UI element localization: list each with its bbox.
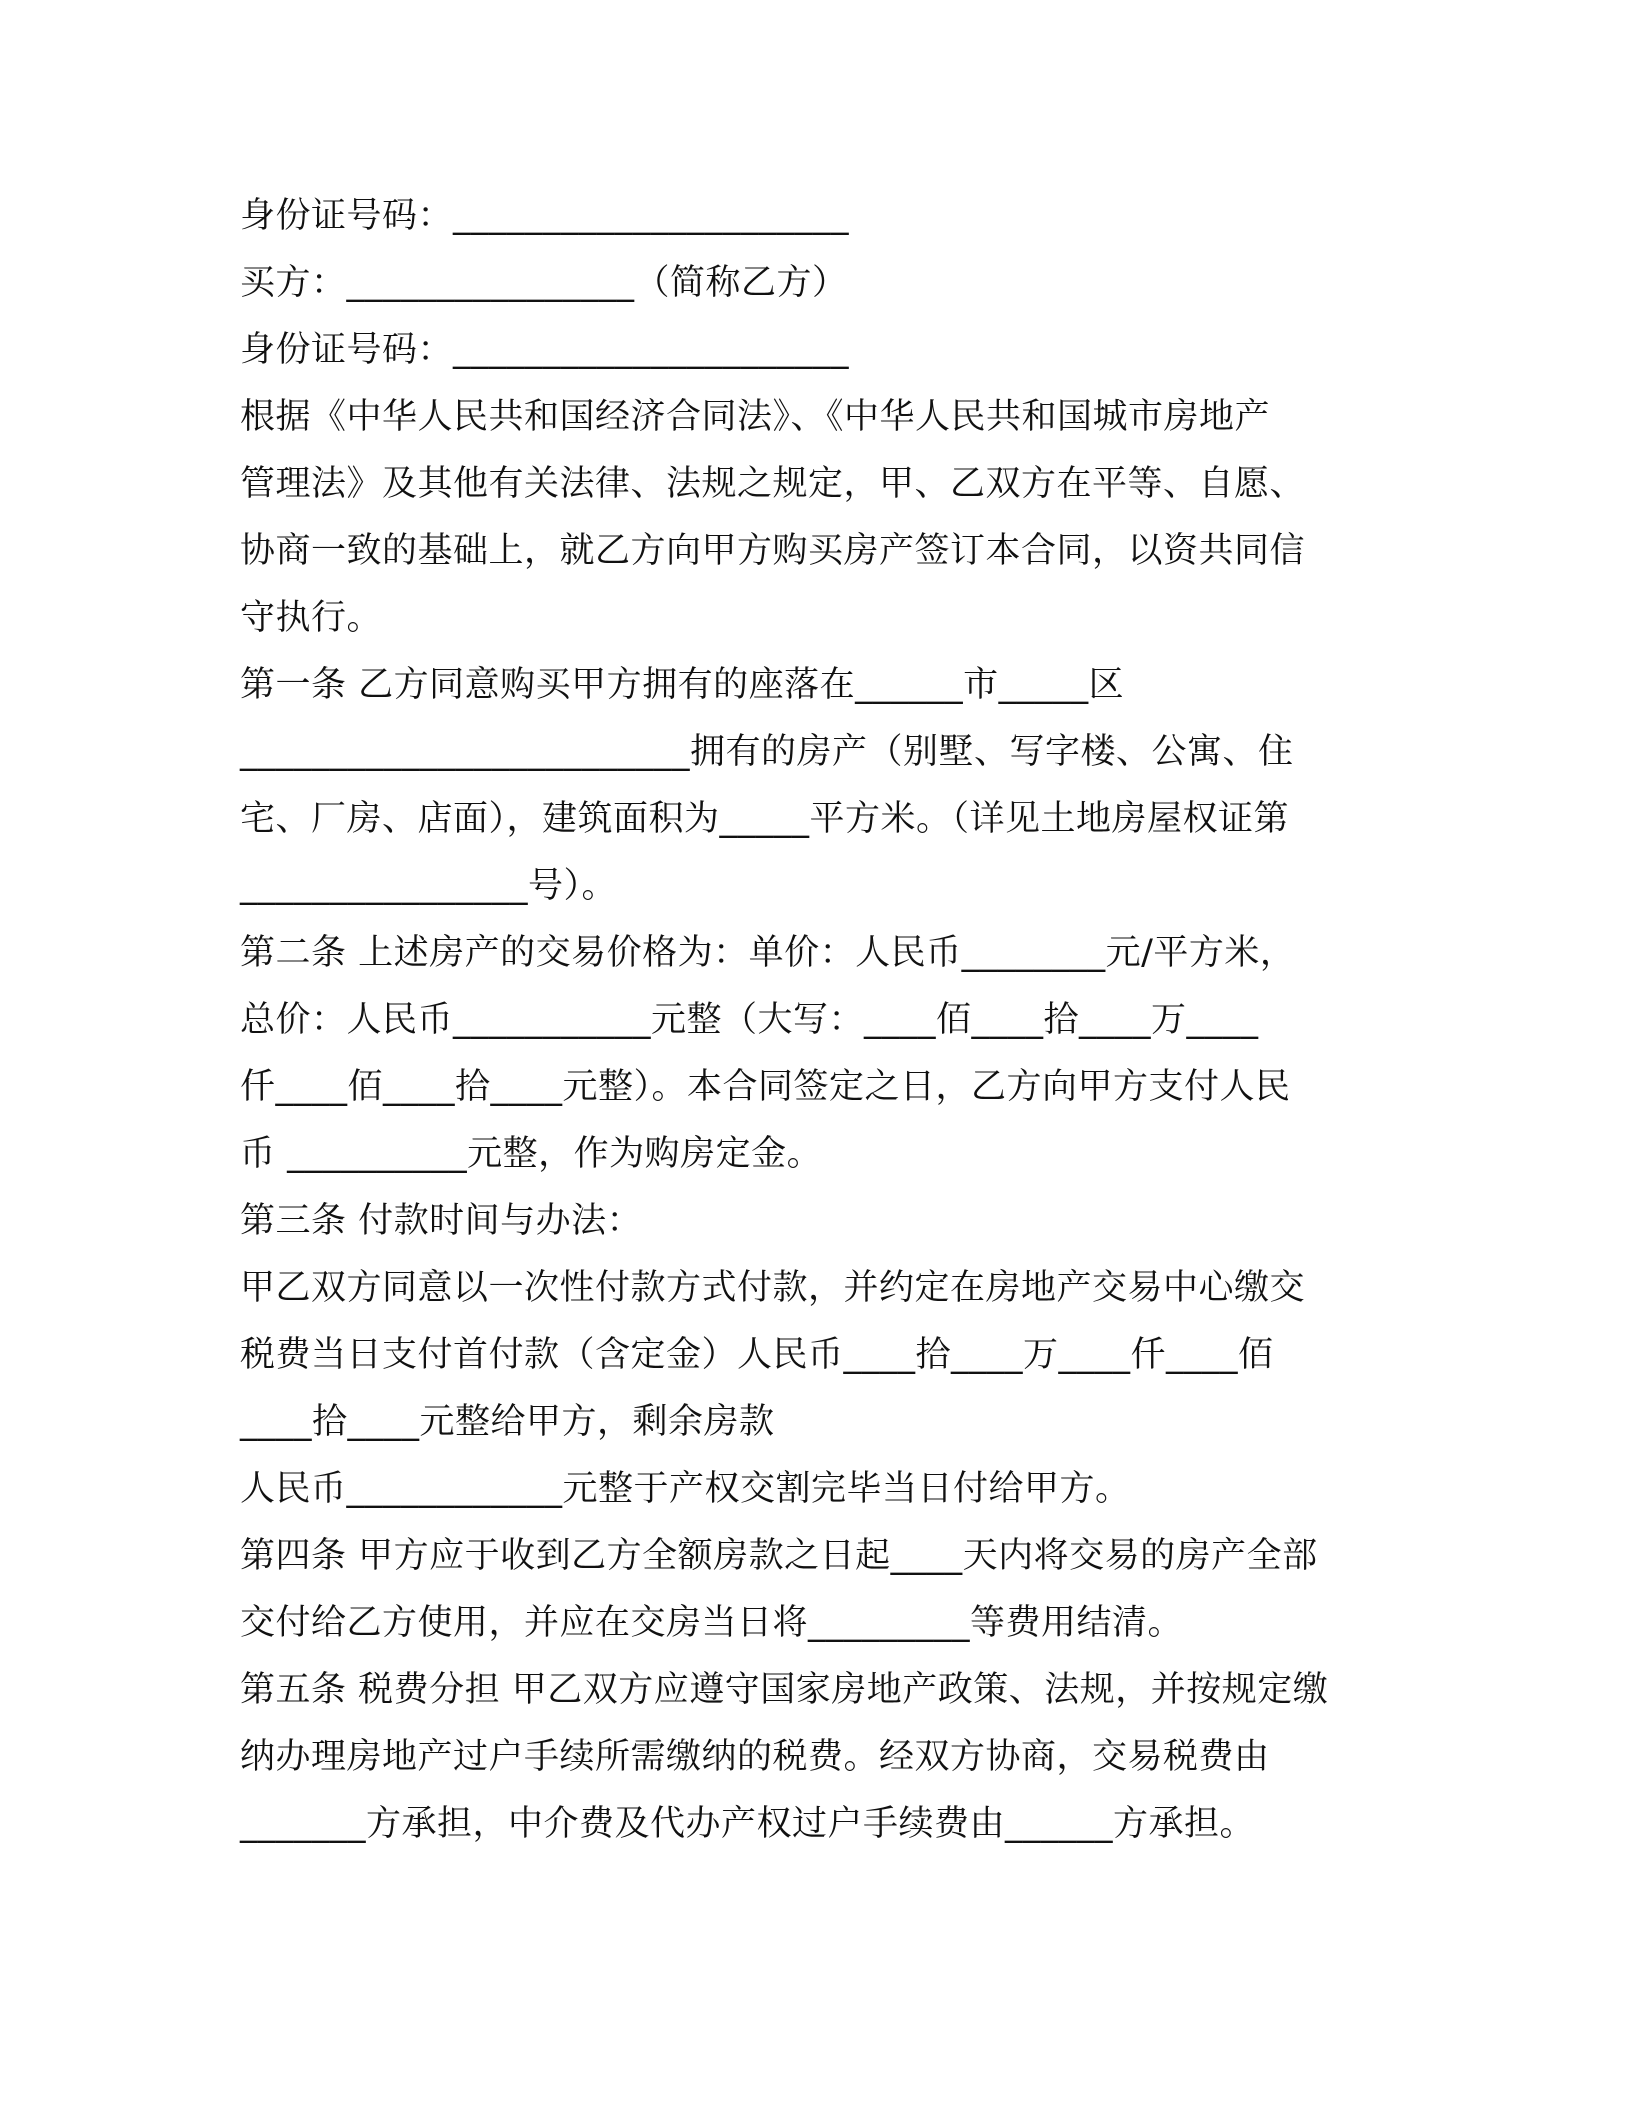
article-2-line: 仟____佰____拾____元整）。本合同签定之日，乙方向甲方支付人民 [240,1067,1291,1107]
preamble-line: 根据《中华人民共和国经济合同法》、《中华人民共和国城市房地产 [240,397,1271,437]
article-2-line: 第二条 上述房产的交易价格为：单价：人民币________元/平方米， [240,933,1296,973]
article-1-line: 第一条 乙方同意购买甲方拥有的座落在______市_____区 [240,665,1125,705]
preamble-line: 守执行。 [240,598,383,638]
buyer-line: 买方：________________（简称乙方） [240,263,848,303]
preamble-line: 协商一致的基础上，就乙方向甲方购买房产签订本合同，以资共同信 [240,531,1306,571]
article-1-line: _________________________拥有的房产（别墅、写字楼、公寓、住 [240,732,1294,772]
article-1-line: ________________号）。 [240,866,618,906]
article-5-line: 纳办理房地产过户手续所需缴纳的税费。经双方协商，交易税费由 [240,1737,1270,1777]
article-3-line: 税费当日支付首付款（含定金）人民币____拾____万____仟____佰 [240,1335,1274,1375]
article-2-line: 总价：人民币___________元整（大写：____佰____拾____万____ [240,1000,1259,1040]
article-3-line: ____拾____元整给甲方，剩余房款 [240,1402,775,1442]
article-1-line: 宅、厂房、店面），建筑面积为_____平方米。（详见土地房屋权证第 [240,799,1290,839]
article-5-line: 第五条 税费分担 甲乙双方应遵守国家房地产政策、法规，并按规定缴 [240,1670,1329,1710]
buyer-id-number-line: 身份证号码：______________________ [240,330,850,370]
contract-body [240,183,1400,1858]
article-3-line: 甲乙双方同意以一次性付款方式付款，并约定在房地产交易中心缴交 [240,1268,1306,1308]
article-3-heading: 第三条 付款时间与办法： [240,1201,643,1241]
article-2-line: 币 __________元整，作为购房定金。 [240,1134,823,1174]
article-5-line: _______方承担，中介费及代办产权过户手续费由______方承担。 [240,1804,1256,1844]
article-3-line: 人民币____________元整于产权交割完毕当日付给甲方。 [240,1469,1131,1509]
seller-id-number-line: 身份证号码：______________________ [240,196,850,236]
article-4-line: 交付给乙方使用，并应在交房当日将_________等费用结清。 [240,1603,1184,1643]
article-4-line: 第四条 甲方应于收到乙方全额房款之日起____天内将交易的房产全部 [240,1536,1318,1576]
preamble-line: 管理法》及其他有关法律、法规之规定，甲、乙双方在平等、自愿、 [240,464,1306,504]
